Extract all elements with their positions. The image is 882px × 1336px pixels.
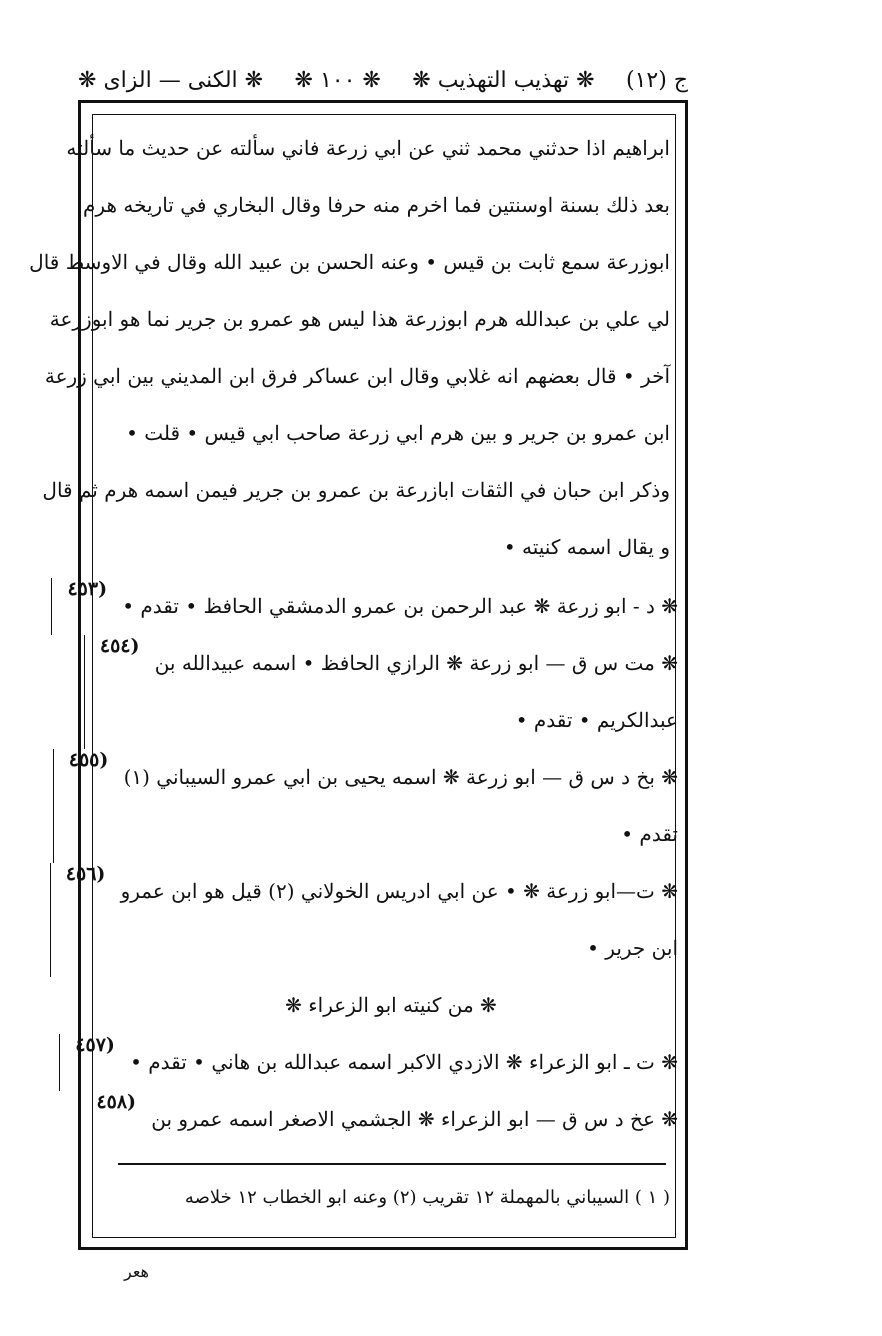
entry-number: (٤٥٣ (51, 578, 122, 635)
entry-line: ❋ بخ د س ق — ابو زرعة ❋ اسمه يحيى بن ابي عمرو السيباني (١) (123, 765, 678, 789)
entry-number: (٤٥٧ (59, 1034, 130, 1091)
signature-mark: هعر (124, 1262, 149, 1281)
text-line: ابن عمرو بن جرير و بين هرم ابي زرعة صاحب ابي قيس • قلت • (126, 421, 670, 445)
entry-line: ابن جرير • (587, 936, 678, 960)
text-line: ابراهيم اذا حدثني محمد ثني عن ابي زرعة فاني سألته عن حديث ما سألته (66, 136, 670, 160)
volume-label: ج (١٢) (625, 67, 688, 93)
entry-line: عبدالكريم • تقدم • (515, 708, 678, 732)
entries-list (65, 578, 682, 1148)
entry-line: ❋ ت ـ ابو الزعراء ❋ الازدي الاكبر اسمه عبدالله بن هاني • تقدم • (130, 1050, 678, 1074)
entry-line: تقدم • (621, 822, 678, 846)
section-label: ❋ الكنى — الزاى ❋ (78, 67, 264, 93)
text-line: لي علي بن عبدالله هرم ابوزرعة هذا ليس هو عمرو بن جرير نما هو ابوزرعة (49, 307, 670, 331)
entry-number: (٤٥٥ (53, 749, 124, 863)
entry-line: ❋ د - ابو زرعة ❋ عبد الرحمن بن عمرو الدمشقي الحافظ • تقدم • (122, 594, 678, 618)
text-line: و يقال اسمه كنيته • (503, 535, 670, 559)
entry-number: (٤٥٤ (84, 635, 155, 749)
text-line: بعد ذلك بسنة اوسنتين فما اخرم منه حرفا وقال البخاري في تاريخه هرم (83, 193, 670, 217)
page-header (78, 62, 688, 98)
entry-454 (100, 635, 682, 749)
ornament-icon: ❋ (569, 67, 595, 93)
entry-number: (٤٥٨ (80, 1091, 151, 1148)
entry-453 (67, 578, 682, 635)
text-line: وذكر ابن حبان في الثقات ابازرعة بن عمرو بن جرير فيمن اسمه هرم ثم قال (42, 478, 670, 502)
book-title: ❋ تهذيب التهذيب ❋ (412, 67, 595, 93)
entry-458 (96, 1091, 682, 1148)
entry-456 (65, 863, 682, 977)
text-line: آخر • قال بعضهم انه غلابي وقال ابن عساكر فرق ابن المديني بين ابي زرعة (44, 364, 670, 388)
entry-457 (75, 1034, 682, 1091)
entry-line: ❋ عخ د س ق — ابو الزعراء ❋ الجشمي الاصغر اسمه عمرو بن (151, 1107, 678, 1131)
page-number: ❋ ١٠٠ ❋ (294, 67, 381, 93)
text-line: ابوزرعة سمع ثابت بن قيس • وعنه الحسن بن عبيد الله وقال في الاوسط قال (29, 250, 670, 274)
intro-text (29, 120, 670, 576)
entry-number: (٤٥٦ (50, 863, 121, 977)
section-heading: ❋ من كنيته ابو الزعراء ❋ (285, 993, 497, 1017)
footnote-divider (118, 1163, 666, 1165)
entry-455 (68, 749, 682, 863)
footnote: ( ١ ) السيباني بالمهملة ١٢ تقريب (٢) وعنه ابو الخطاب ١٢ خلاصه (184, 1187, 670, 1208)
entry-line: ❋ مت س ق — ابو زرعة ❋ الرازي الحافظ • اسمه عبيدالله بن (154, 651, 678, 675)
entry-line: ❋ ت—ابو زرعة ❋ • عن ابي ادريس الخولاني (٢) قيل هو ابن عمرو (120, 879, 678, 903)
